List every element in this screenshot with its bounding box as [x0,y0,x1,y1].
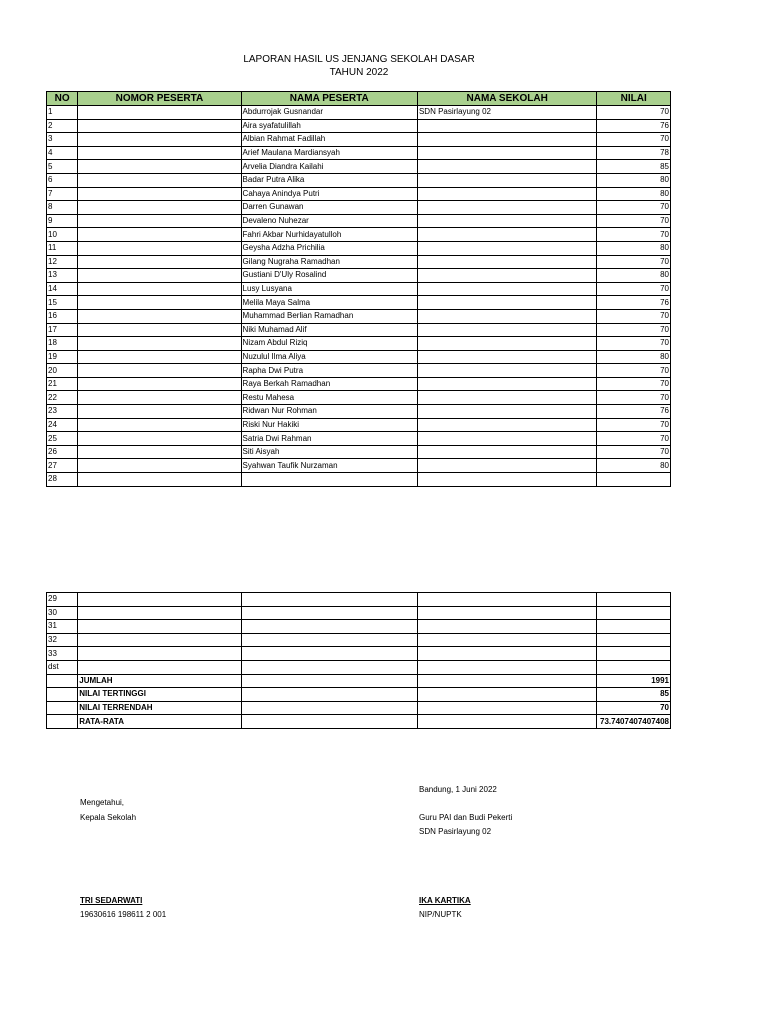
cell-nama-sekolah [417,255,596,269]
left-signature-role: Kepala Sekolah [80,813,137,822]
table-row [47,269,671,283]
cell-nama-peserta [241,633,417,647]
table-row [47,323,671,337]
cell-no: 5 [47,160,78,174]
cell-nomor-peserta [78,296,241,310]
cell-no: 6 [47,173,78,187]
cell-no: dst [47,660,78,674]
cell-nama-sekolah [417,173,596,187]
cell-nilai: 70 [597,337,671,351]
column-header-nama-peserta: NAMA PESERTA [241,92,417,106]
left-signatory-id: 19630616 198611 2 001 [80,910,167,919]
table-row [47,418,671,432]
cell-no: 19 [47,350,78,364]
cell-no: 20 [47,364,78,378]
cell-nama-sekolah [417,323,596,337]
cell-nilai: 70 [597,214,671,228]
cell-nama-peserta: Ridwan Nur Rohman [241,405,417,419]
cell-nama-sekolah [417,146,596,160]
cell-nilai: 78 [597,146,671,160]
cell-nilai: 80 [597,350,671,364]
cell-no: 1 [47,106,78,120]
summary-empty-cell [47,688,78,702]
cell-no: 13 [47,269,78,283]
cell-no: 29 [47,593,78,607]
table-row [47,296,671,310]
cell-nilai: 70 [597,364,671,378]
table-row [47,133,671,147]
cell-no: 25 [47,432,78,446]
cell-nama-peserta [241,647,417,661]
cell-no: 11 [47,241,78,255]
cell-nilai [597,660,671,674]
cell-nilai: 70 [597,106,671,120]
summary-empty-cell [47,715,78,729]
summary-empty-cell [241,674,417,688]
cell-nama-sekolah [417,214,596,228]
summary-value: 85 [597,688,671,702]
cell-nomor-peserta [78,173,241,187]
cell-nama-peserta: Siti Aisyah [241,445,417,459]
cell-no: 21 [47,377,78,391]
cell-nomor-peserta [78,432,241,446]
cell-nomor-peserta [78,106,241,120]
cell-no: 22 [47,391,78,405]
summary-empty-cell [417,674,596,688]
cell-nilai [597,593,671,607]
cell-nilai: 70 [597,309,671,323]
summary-value: 70 [597,701,671,715]
cell-nama-sekolah [417,620,596,634]
table-row [47,173,671,187]
cell-nilai: 70 [597,445,671,459]
cell-nama-sekolah [417,187,596,201]
summary-empty-cell [241,715,417,729]
cell-no: 23 [47,405,78,419]
cell-nomor-peserta [78,418,241,432]
cell-nama-sekolah: SDN Pasirlayung 02 [417,106,596,120]
cell-no: 32 [47,633,78,647]
summary-row [47,715,671,729]
summary-empty-cell [47,701,78,715]
table-header-row [47,92,671,106]
cell-nama-peserta: Darren Gunawan [241,201,417,215]
cell-nilai: 70 [597,228,671,242]
table-row [47,201,671,215]
cell-nomor-peserta [78,133,241,147]
summary-label: NILAI TERRENDAH [78,701,241,715]
cell-nomor-peserta [78,633,241,647]
report-title: LAPORAN HASIL US JENJANG SEKOLAH DASAR [243,54,475,65]
cell-nomor-peserta [78,660,241,674]
cell-nomor-peserta [78,473,241,487]
cell-nilai: 80 [597,187,671,201]
cell-nama-peserta [241,593,417,607]
cell-nama-peserta: Albian Rahmat Fadillah [241,133,417,147]
table-row [47,255,671,269]
column-header-nilai: NILAI [597,92,671,106]
cell-nomor-peserta [78,214,241,228]
cell-nama-peserta: Riski Nur Hakiki [241,418,417,432]
cell-nomor-peserta [78,323,241,337]
right-signature-role: Guru PAI dan Budi Pekerti [419,813,513,822]
cell-nama-peserta: Syahwan Taufik Nurzaman [241,459,417,473]
column-header-nama-sekolah: NAMA SEKOLAH [417,92,596,106]
results-table-continued [46,592,671,729]
cell-nomor-peserta [78,445,241,459]
summary-empty-cell [47,674,78,688]
cell-no: 28 [47,473,78,487]
cell-nilai: 80 [597,173,671,187]
cell-no: 9 [47,214,78,228]
table-row [47,228,671,242]
cell-nama-peserta: Nizam Abdul Riziq [241,337,417,351]
cell-nomor-peserta [78,241,241,255]
cell-nilai: 80 [597,459,671,473]
cell-nama-sekolah [417,241,596,255]
cell-no: 26 [47,445,78,459]
summary-label: RATA-RATA [78,715,241,729]
right-signatory-id: NIP/NUPTK [419,910,462,919]
summary-empty-cell [417,715,596,729]
cell-nomor-peserta [78,269,241,283]
cell-nama-peserta [241,660,417,674]
cell-no: 14 [47,282,78,296]
cell-nilai: 80 [597,241,671,255]
cell-nomor-peserta [78,187,241,201]
summary-row [47,688,671,702]
left-signature-line1: Mengetahui, [80,798,125,807]
table-row [47,282,671,296]
results-table-continued-body [47,593,671,675]
table-row [47,391,671,405]
cell-nilai: 76 [597,405,671,419]
cell-nomor-peserta [78,647,241,661]
cell-nomor-peserta [78,377,241,391]
cell-nama-peserta: Fahri Akbar Nurhidayatulloh [241,228,417,242]
cell-no: 31 [47,620,78,634]
cell-nomor-peserta [78,364,241,378]
cell-nama-peserta [241,620,417,634]
cell-nomor-peserta [78,282,241,296]
cell-nomor-peserta [78,119,241,133]
cell-nama-peserta: Satria Dwi Rahman [241,432,417,446]
cell-nilai [597,473,671,487]
cell-nama-peserta: Arief Maulana Mardiansyah [241,146,417,160]
cell-nilai: 76 [597,296,671,310]
summary-row [47,701,671,715]
table-row [47,241,671,255]
cell-nomor-peserta [78,459,241,473]
table-row [47,146,671,160]
summary-empty-cell [417,701,596,715]
summary-empty-cell [417,688,596,702]
table-row [47,432,671,446]
left-signatory-name: TRI SEDARWATI [80,896,143,905]
cell-no: 17 [47,323,78,337]
report-year: TAHUN 2022 [329,67,389,78]
right-signature-school: SDN Pasirlayung 02 [419,827,492,836]
cell-nama-sekolah [417,660,596,674]
cell-no: 7 [47,187,78,201]
column-header-nomor-peserta: NOMOR PESERTA [78,92,241,106]
cell-nomor-peserta [78,146,241,160]
cell-nama-sekolah [417,228,596,242]
cell-nama-sekolah [417,133,596,147]
table-row [47,660,671,674]
cell-nama-peserta: Melila Maya Salma [241,296,417,310]
cell-nama-sekolah [417,633,596,647]
cell-nilai [597,633,671,647]
summary-value: 1991 [597,674,671,688]
table-row [47,405,671,419]
cell-nama-peserta: Muhammad Berlian Ramadhan [241,309,417,323]
table-row [47,606,671,620]
cell-nama-sekolah [417,364,596,378]
table-row [47,620,671,634]
cell-nilai: 70 [597,282,671,296]
table-row [47,337,671,351]
cell-nomor-peserta [78,337,241,351]
cell-no: 18 [47,337,78,351]
cell-nomor-peserta [78,593,241,607]
table-row [47,459,671,473]
table-row [47,647,671,661]
cell-no: 3 [47,133,78,147]
table-row [47,377,671,391]
summary-label: JUMLAH [78,674,241,688]
results-table [46,91,671,487]
cell-nomor-peserta [78,350,241,364]
cell-nomor-peserta [78,391,241,405]
cell-no: 10 [47,228,78,242]
cell-nama-sekolah [417,296,596,310]
cell-nama-sekolah [417,606,596,620]
table-row [47,160,671,174]
cell-no: 30 [47,606,78,620]
summary-value: 73.7407407407408 [597,715,671,729]
cell-nilai: 85 [597,160,671,174]
table-row [47,473,671,487]
cell-nama-sekolah [417,405,596,419]
cell-no: 15 [47,296,78,310]
cell-nilai: 80 [597,269,671,283]
cell-nama-peserta: Gilang Nugraha Ramadhan [241,255,417,269]
cell-nilai [597,606,671,620]
cell-nama-sekolah [417,201,596,215]
cell-nilai: 70 [597,391,671,405]
cell-nilai: 76 [597,119,671,133]
table-row [47,593,671,607]
cell-nilai: 70 [597,432,671,446]
cell-nama-peserta [241,473,417,487]
column-header-no: NO [47,92,78,106]
cell-no: 4 [47,146,78,160]
cell-nama-peserta: Badar Putra Alika [241,173,417,187]
cell-nama-peserta: Cahaya Anindya Putri [241,187,417,201]
cell-nama-peserta: Lusy Lusyana [241,282,417,296]
cell-no: 12 [47,255,78,269]
table-row [47,309,671,323]
table-row [47,350,671,364]
cell-no: 16 [47,309,78,323]
results-table-body [47,106,671,487]
cell-no: 8 [47,201,78,215]
table-row [47,633,671,647]
cell-nama-sekolah [417,119,596,133]
cell-nama-sekolah [417,391,596,405]
cell-nilai: 70 [597,418,671,432]
cell-nama-peserta: Gustiani D'Uly Rosalind [241,269,417,283]
cell-nama-sekolah [417,350,596,364]
cell-nama-sekolah [417,459,596,473]
cell-no: 24 [47,418,78,432]
cell-nama-peserta [241,606,417,620]
table-row [47,214,671,228]
cell-no: 33 [47,647,78,661]
cell-nama-peserta: Abdurrojak Gusnandar [241,106,417,120]
cell-nomor-peserta [78,309,241,323]
cell-nama-peserta: Nuzulul Ilma Aliya [241,350,417,364]
table-row [47,119,671,133]
cell-nama-sekolah [417,282,596,296]
cell-nama-peserta: Arvelia Diandra Kailahi [241,160,417,174]
cell-no: 2 [47,119,78,133]
cell-nomor-peserta [78,405,241,419]
cell-nama-peserta: Rapha Dwi Putra [241,364,417,378]
cell-nama-peserta: Raya Berkah Ramadhan [241,377,417,391]
cell-nama-peserta: Geysha Adzha Prichilia [241,241,417,255]
cell-nama-sekolah [417,593,596,607]
cell-nomor-peserta [78,201,241,215]
cell-nilai: 70 [597,201,671,215]
cell-nama-sekolah [417,473,596,487]
cell-nilai: 70 [597,133,671,147]
cell-nilai: 70 [597,377,671,391]
cell-nomor-peserta [78,620,241,634]
table-row [47,364,671,378]
cell-nilai [597,620,671,634]
cell-nama-peserta: Niki Muhamad Alif [241,323,417,337]
cell-no: 27 [47,459,78,473]
summary-section [47,674,671,728]
cell-nilai: 70 [597,323,671,337]
summary-row [47,674,671,688]
table-row [47,445,671,459]
table-row [47,106,671,120]
cell-nama-peserta: Devaleno Nuhezar [241,214,417,228]
cell-nomor-peserta [78,228,241,242]
summary-empty-cell [241,688,417,702]
cell-nama-sekolah [417,432,596,446]
cell-nama-sekolah [417,418,596,432]
cell-nama-peserta: Aira syafatulillah [241,119,417,133]
cell-nilai [597,647,671,661]
cell-nama-sekolah [417,269,596,283]
table-row [47,187,671,201]
summary-empty-cell [241,701,417,715]
right-signatory-name: IKA KARTIKA [419,896,471,905]
place-date: Bandung, 1 Juni 2022 [419,785,497,794]
cell-nama-sekolah [417,337,596,351]
cell-nama-sekolah [417,377,596,391]
cell-nomor-peserta [78,606,241,620]
cell-nama-peserta: Restu Mahesa [241,391,417,405]
summary-label: NILAI TERTINGGI [78,688,241,702]
cell-nama-sekolah [417,309,596,323]
cell-nomor-peserta [78,160,241,174]
cell-nama-sekolah [417,647,596,661]
cell-nilai: 70 [597,255,671,269]
cell-nomor-peserta [78,255,241,269]
cell-nama-sekolah [417,445,596,459]
cell-nama-sekolah [417,160,596,174]
